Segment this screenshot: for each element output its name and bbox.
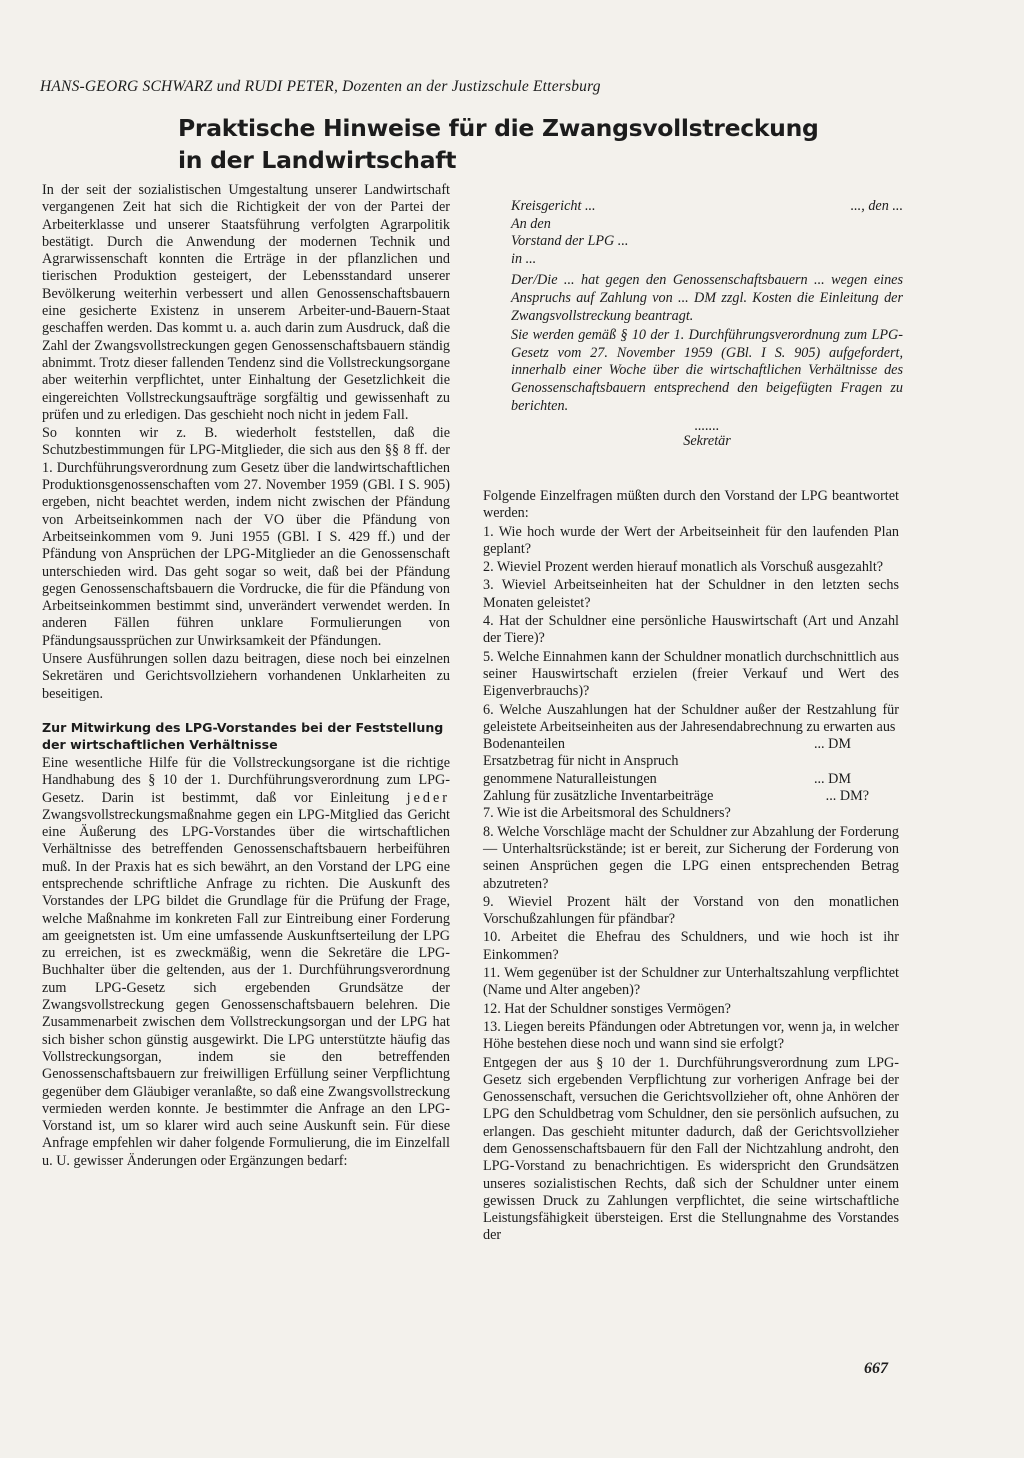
payment-label: Ersatzbetrag für nicht in Anspruch xyxy=(483,753,679,770)
paragraph: Unsere Ausführungen sollen dazu beitragen, diese noch bei einzelnen Sekretären und Gerichtsvollziehern vorhandenen Unklarheiten zu beseitigen. xyxy=(42,651,450,702)
letter-date: ..., den ... xyxy=(850,198,903,214)
question-item: 3. Wieviel Arbeitseinheiten hat der Schuldner in den letzten sechs Monaten geleistet? xyxy=(483,577,899,611)
signature-dots: ....... xyxy=(694,418,720,435)
paragraph xyxy=(42,755,450,1170)
question-item: 4. Hat der Schuldner eine persönliche Hauswirtschaft (Art und Anzahl der Tiere)? xyxy=(483,613,899,647)
payment-label: Bodenanteilen xyxy=(483,736,565,753)
paragraph: So konnten wir z. B. wiederholt feststellen, daß die Schutzbestimmungen für LPG-Mitglieder, die sich aus den §§ 8 ff. der 1. Durchführungsverordnung zum Gesetz über die landwirtschaftlichen Produktionsgenossenschaften vom 27. November 1959 (GBl. I S. 905) ergeben, nicht beachtet werden, indem nicht zwischen der Pfändung von Arbeitseinkommen nach der VO über die Pfändung von Arbeitseinkommen vom 9. Juni 1955 (GBl. I S. 429 ff.) und der Pfändung von Ansprüchen der LPG-Mitglieder an die Genossenschaft unterschieden wird. Das geht sogar so weit, daß bei der Pfändung gegen Genossenschaftsbauern die Vordrucke, die für die Pfändung von Arbeitseinkommen bestimmt sind, unverändert verwendet werden. In anderen Fällen führen unklare Formulierungen von Pfändungsaussprüchen zur Unwirksamkeit der Pfändungen. xyxy=(42,425,450,649)
paragraph-end: Zwangsvollstreckungsmaßnahme gegen ein LPG-Mitglied das Gericht eine Äußerung des LPG-Vorstandes über die wirtschaftlichen Verhältnisse des betreffenden Genossenschaftsbauern herbeiführen muß. In der Praxis hat es sich bewährt, an den Vorstand der LPG eine entsprechende schriftliche Anfrage zu richten. Die Auskunft des Vorstandes der LPG bildet die Grundlage für die Prüfung der Frage, welche Maßnahme im konkreten Fall zur Eintreibung einer Forderung am geeignetsten ist. Um eine umfassende Auskunftserteilung der LPG zu erreichen, ist es zweckmäßig, wenn die Sekretäre die LPG-Buchhalter über die geltenden, aus der 1. Durchführungsverordnung zum LPG-Gesetz sich ergebenden Grundsätze der Zwangsvollstreckung gegen Genossenschaftsbauern belehren. Die Zusammenarbeit zwischen dem Vollstreckungsorgan und der LPG hat sich bisher schon günstig ausgewirkt. Die LPG unterstützte häufig das Vollstreckungsorgan, indem sie den betreffenden Genossenschaftsbauern zur freiwilligen Erfüllung seiner Verpflichtung gegenüber dem Gläubiger veranlaßte, so daß eine Zwangsvollstreckung vermieden werden konnte. Je bestimmter die Anfrage an den LPG-Vorstand ist, um so klarer wird auch seine Auskunft sein. Für diese Anfrage empfehlen wir daher folgende Formulierung, die im Einzelfall u. U. gewisser Änderungen oder Ergänzungen bedarf: xyxy=(42,806,450,1169)
payment-amount: ... DM? xyxy=(825,788,869,805)
payment-line xyxy=(483,788,899,805)
letter-paragraph: Der/Die ... hat gegen den Genossenschaftsbauern ... wegen eines Anspruchs auf Zahlung von ... DM zzgl. Kosten die Einleitung der Zwangsvollstreckung beantragt. xyxy=(511,272,903,324)
payment-label: genommene Naturalleistungen xyxy=(483,770,657,787)
payment-amount: ... DM xyxy=(813,736,851,753)
author-line: HANS-GEORG SCHWARZ und RUDI PETER, Dozenten an der Justizschule Ettersburg xyxy=(40,78,601,95)
paragraph: Entgegen der aus § 10 der 1. Durchführungsverordnung zum LPG-Gesetz sich ergebenden Verpflichtung zur vorherigen Anfrage bei der Genossenschaft, versuchen die Gerichtsvollzieher oft, ohne Anhören der LPG den Schuldbetrag vom Schuldner, den sie persönlich aufsuchen, zu erlangen. Das geschieht mitunter dadurch, daß der Gerichtsvollzieher dem Genossenschaftsbauern für den Fall der Nichtzahlung androht, den LPG-Vorstand zu benachrichtigen. Es widerspricht den Grundsätzen unseres sozialistischen Rechts, daß sich der Schuldner unter einem gewissen Druck zu Zahlungen verpflichtet, die seine wirtschaftliche Leistungsfähigkeit übersteigen. Erst die Stellungnahme des Vorstandes der xyxy=(483,1054,899,1244)
question-item: 6. Welche Auszahlungen hat der Schuldner außer der Restzahlung für geleistete Arbeitseinheiten aus der Jahresendabrechnung zu erwarten aus xyxy=(483,701,899,735)
signature-label: Sekretär xyxy=(683,433,731,450)
article-title xyxy=(178,112,838,176)
question-item: 13. Liegen bereits Pfändungen oder Abtretungen vor, wenn ja, in welcher Höhe bestehen diese noch und wann sind sie erfolgt? xyxy=(483,1018,899,1053)
emphasized-word: jeder xyxy=(406,789,450,806)
payment-line xyxy=(483,771,899,788)
letter-court: Kreisgericht ... xyxy=(511,198,596,214)
letter-address-line: Vorstand der LPG ... xyxy=(511,233,629,250)
payment-label: Zahlung für zusätzliche Inventarbeiträge xyxy=(483,788,714,805)
letter-template xyxy=(511,198,903,451)
question-item: 10. Arbeitet die Ehefrau des Schuldners, und wie hoch ist ihr Einkommen? xyxy=(483,929,899,963)
question-item: 5. Welche Einnahmen kann der Schuldner monatlich durchschnittlich aus seiner Hauswirtschaft erzielen (freier Verkauf und Wert des Eigenverbrauchs)? xyxy=(483,648,899,700)
letter-address-line: An den xyxy=(511,215,551,232)
section-heading: Zur Mitwirkung des LPG-Vorstandes bei der Feststellung der wirtschaftlichen Verhältnisse xyxy=(42,719,444,752)
right-column xyxy=(483,488,899,1246)
question-item: 9. Wieviel Prozent hält der Vorstand von den monatlichen Vorschußzahlungen für pfändbar? xyxy=(483,893,899,928)
page-number: 667 xyxy=(864,1360,888,1377)
letter-paragraph: Sie werden gemäß § 10 der 1. Durchführungsverordnung zum LPG-Gesetz vom 27. November 1959 (GBl. I S. 905) aufgefordert, innerhalb einer Woche über die wirtschaftlichen Verhältnisse des Genossenschaftsbauern entsprechend den beigefügten Fragen zu berichten. xyxy=(511,327,903,414)
question-item: 1. Wie hoch wurde der Wert der Arbeitseinheit für den laufenden Plan geplant? xyxy=(483,523,899,557)
payment-amount: ... DM xyxy=(813,770,851,787)
left-column xyxy=(42,182,450,1171)
paragraph-start: Eine wesentliche Hilfe für die Vollstreckungsorgane ist die richtige Handhabung des § 10 der 1. Durchführungsverordnung zum LPG-Gesetz. Darin ist bestimmt, daß vor Einleitung xyxy=(42,754,450,806)
title-line-2: in der Landwirtschaft xyxy=(178,146,457,174)
question-item: 11. Wem gegenüber ist der Schuldner zur Unterhaltszahlung verpflichtet (Name und Alter angeben)? xyxy=(483,965,899,999)
letter-address-line: in ... xyxy=(511,250,537,267)
payment-line xyxy=(483,736,899,753)
letter-header-row xyxy=(511,198,903,216)
question-item: 8. Welche Vorschläge macht der Schuldner zur Abzahlung der Forderung — Unterhaltsrückstände; ist er bereit, zur Sicherung der Forderung von seinen Ansprüchen gegen die LPG einen entsprechenden Betrag abzutreten? xyxy=(483,823,899,892)
question-item: 2. Wieviel Prozent werden hierauf monatlich als Vorschuß ausgezahlt? xyxy=(483,559,884,576)
question-item: 12. Hat der Schuldner sonstiges Vermögen? xyxy=(483,1000,731,1017)
title-line-1: Praktische Hinweise für die Zwangsvollstreckung xyxy=(178,114,819,142)
paragraph: In der seit der sozialistischen Umgestaltung unserer Landwirtschaft vergangenen Zeit hat sich die Richtigkeit der von der Partei der Arbeiterklasse und unserer Staatsführung verfolgten Agrarpolitik bestätigt. Durch die Anwendung der modernen Technik und Agrarwissenschaft konnten die Erträge in der pflanzlichen und tierischen Produktion gesteigert, der Lebensstandard unserer Bevölkerung weiterhin verbessert und allen Genossenschaftsbauern eine gesicherte Existenz in unserem Arbeiter-und-Bauern-Staat geschaffen werden. Das kommt u. a. auch darin zum Ausdruck, daß die Zahl der Zwangsvollstreckungen gegen Genossenschaftsbauern ständig abnimmt. Trotz dieser fallenden Tendenz sind die Vollstreckungsorgane aber weiterhin verpflichtet, unter Einhaltung der Gesetzlichkeit die eingereichten Vollstreckungsaufträge sorgfältig und gewissenhaft zu prüfen und zu erledigen. Das geschieht noch nicht in jedem Fall. xyxy=(42,182,450,423)
question-item: 7. Wie ist die Arbeitsmoral des Schuldners? xyxy=(483,805,731,822)
paragraph: Folgende Einzelfragen müßten durch den Vorstand der LPG beantwortet werden: xyxy=(483,488,899,522)
